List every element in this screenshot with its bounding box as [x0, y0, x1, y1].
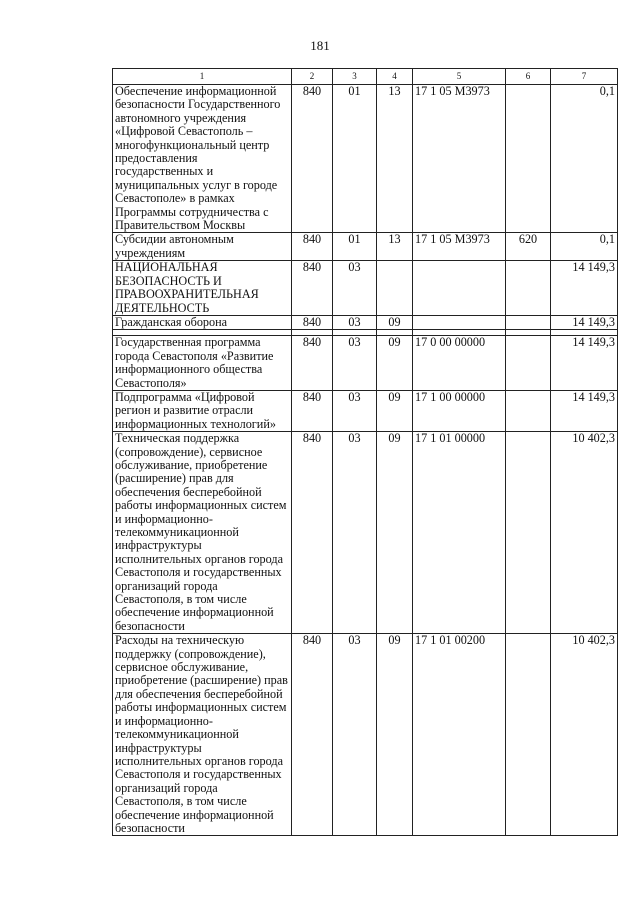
row-target-article: 17 1 01 00200: [413, 634, 506, 836]
row-name: Подпрограмма «Цифровой регион и развитие отрасли информационных технологий»: [113, 390, 292, 431]
page-number: 181: [310, 38, 330, 53]
table-row: [113, 233, 618, 261]
table-row: [113, 336, 618, 391]
row-target-article: 17 1 01 00000: [413, 432, 506, 634]
row-expense-type: [506, 85, 551, 233]
row-name: Расходы на техническую поддержку (сопровождение), сервисное обслуживание, приобретение (расширение) прав для обеспечения бесперебойной работы информационных систем и информационно-телекоммуникационной инфраструктуры исполнительных органов города Севастополя и государственных организаций города Севастополя, в том числе обеспечение информационной безопасности: [113, 634, 292, 836]
row-amount: 14 149,3: [551, 390, 618, 431]
row-grbs: 840: [292, 336, 333, 391]
row-amount: 14 149,3: [551, 315, 618, 329]
row-grbs: 840: [292, 261, 333, 316]
row-amount: 14 149,3: [551, 336, 618, 391]
column-header: 7: [551, 69, 618, 85]
row-section: 03: [333, 336, 377, 391]
row-section: 03: [333, 261, 377, 316]
row-target-article: 17 1 05 М3973: [413, 85, 506, 233]
column-header: 6: [506, 69, 551, 85]
row-grbs: 840: [292, 233, 333, 261]
row-expense-type: [506, 634, 551, 836]
row-section: 03: [333, 390, 377, 431]
row-amount: 10 402,3: [551, 432, 618, 634]
row-section: 01: [333, 85, 377, 233]
column-header: 2: [292, 69, 333, 85]
row-target-article: 17 1 05 М3973: [413, 233, 506, 261]
row-amount: 14 149,3: [551, 261, 618, 316]
row-expense-type: [506, 432, 551, 634]
row-grbs: 840: [292, 85, 333, 233]
row-subsection: 09: [377, 390, 413, 431]
row-name: НАЦИОНАЛЬНАЯ БЕЗОПАСНОСТЬ И ПРАВООХРАНИТЕЛЬНАЯ ДЕЯТЕЛЬНОСТЬ: [113, 261, 292, 316]
row-expense-type: [506, 261, 551, 316]
row-subsection: 09: [377, 336, 413, 391]
table-row: [113, 390, 618, 431]
table-header-row: [113, 69, 618, 85]
row-subsection: 13: [377, 85, 413, 233]
row-expense-type: [506, 390, 551, 431]
row-grbs: 840: [292, 634, 333, 836]
row-amount: 0,1: [551, 233, 618, 261]
row-expense-type: [506, 315, 551, 329]
row-target-article: [413, 261, 506, 316]
row-expense-type: [506, 336, 551, 391]
budget-table: [112, 68, 618, 836]
row-subsection: [377, 261, 413, 316]
row-grbs: 840: [292, 390, 333, 431]
column-header: 4: [377, 69, 413, 85]
row-name: Государственная программа города Севастополя «Развитие информационного общества Севастополя»: [113, 336, 292, 391]
row-subsection: 09: [377, 432, 413, 634]
row-subsection: 09: [377, 315, 413, 329]
row-name: Гражданская оборона: [113, 315, 292, 329]
row-subsection: 13: [377, 233, 413, 261]
table-row: [113, 261, 618, 316]
column-header: 5: [413, 69, 506, 85]
row-grbs: 840: [292, 432, 333, 634]
row-target-article: [413, 315, 506, 329]
column-header: 1: [113, 69, 292, 85]
row-target-article: 17 0 00 00000: [413, 336, 506, 391]
row-section: 03: [333, 315, 377, 329]
row-section: 01: [333, 233, 377, 261]
row-name: Техническая поддержка (сопровождение), сервисное обслуживание, приобретение (расширение) прав для обеспечения бесперебойной работы информационных систем и информационно-телекоммуникационной инфраструктуры исполнительных органов города Севастополя и государственных организаций города Севастополя, в том числе обеспечение информационной безопасности: [113, 432, 292, 634]
table-row: [113, 634, 618, 836]
row-name: Обеспечение информационной безопасности Государственного автономного учреждения «Цифровой Севастополь – многофункциональный центр предоставления государственных и муниципальных услуг в городе Севастополе» в рамках Программы сотрудничества с Правительством Москвы: [113, 85, 292, 233]
row-subsection: 09: [377, 634, 413, 836]
row-amount: 10 402,3: [551, 634, 618, 836]
row-name: Субсидии автономным учреждениям: [113, 233, 292, 261]
row-expense-type: 620: [506, 233, 551, 261]
row-target-article: 17 1 00 00000: [413, 390, 506, 431]
table-row: [113, 432, 618, 634]
table-row: [113, 85, 618, 233]
column-header: 3: [333, 69, 377, 85]
row-grbs: 840: [292, 315, 333, 329]
row-section: 03: [333, 634, 377, 836]
row-amount: 0,1: [551, 85, 618, 233]
row-section: 03: [333, 432, 377, 634]
table-row: [113, 315, 618, 329]
